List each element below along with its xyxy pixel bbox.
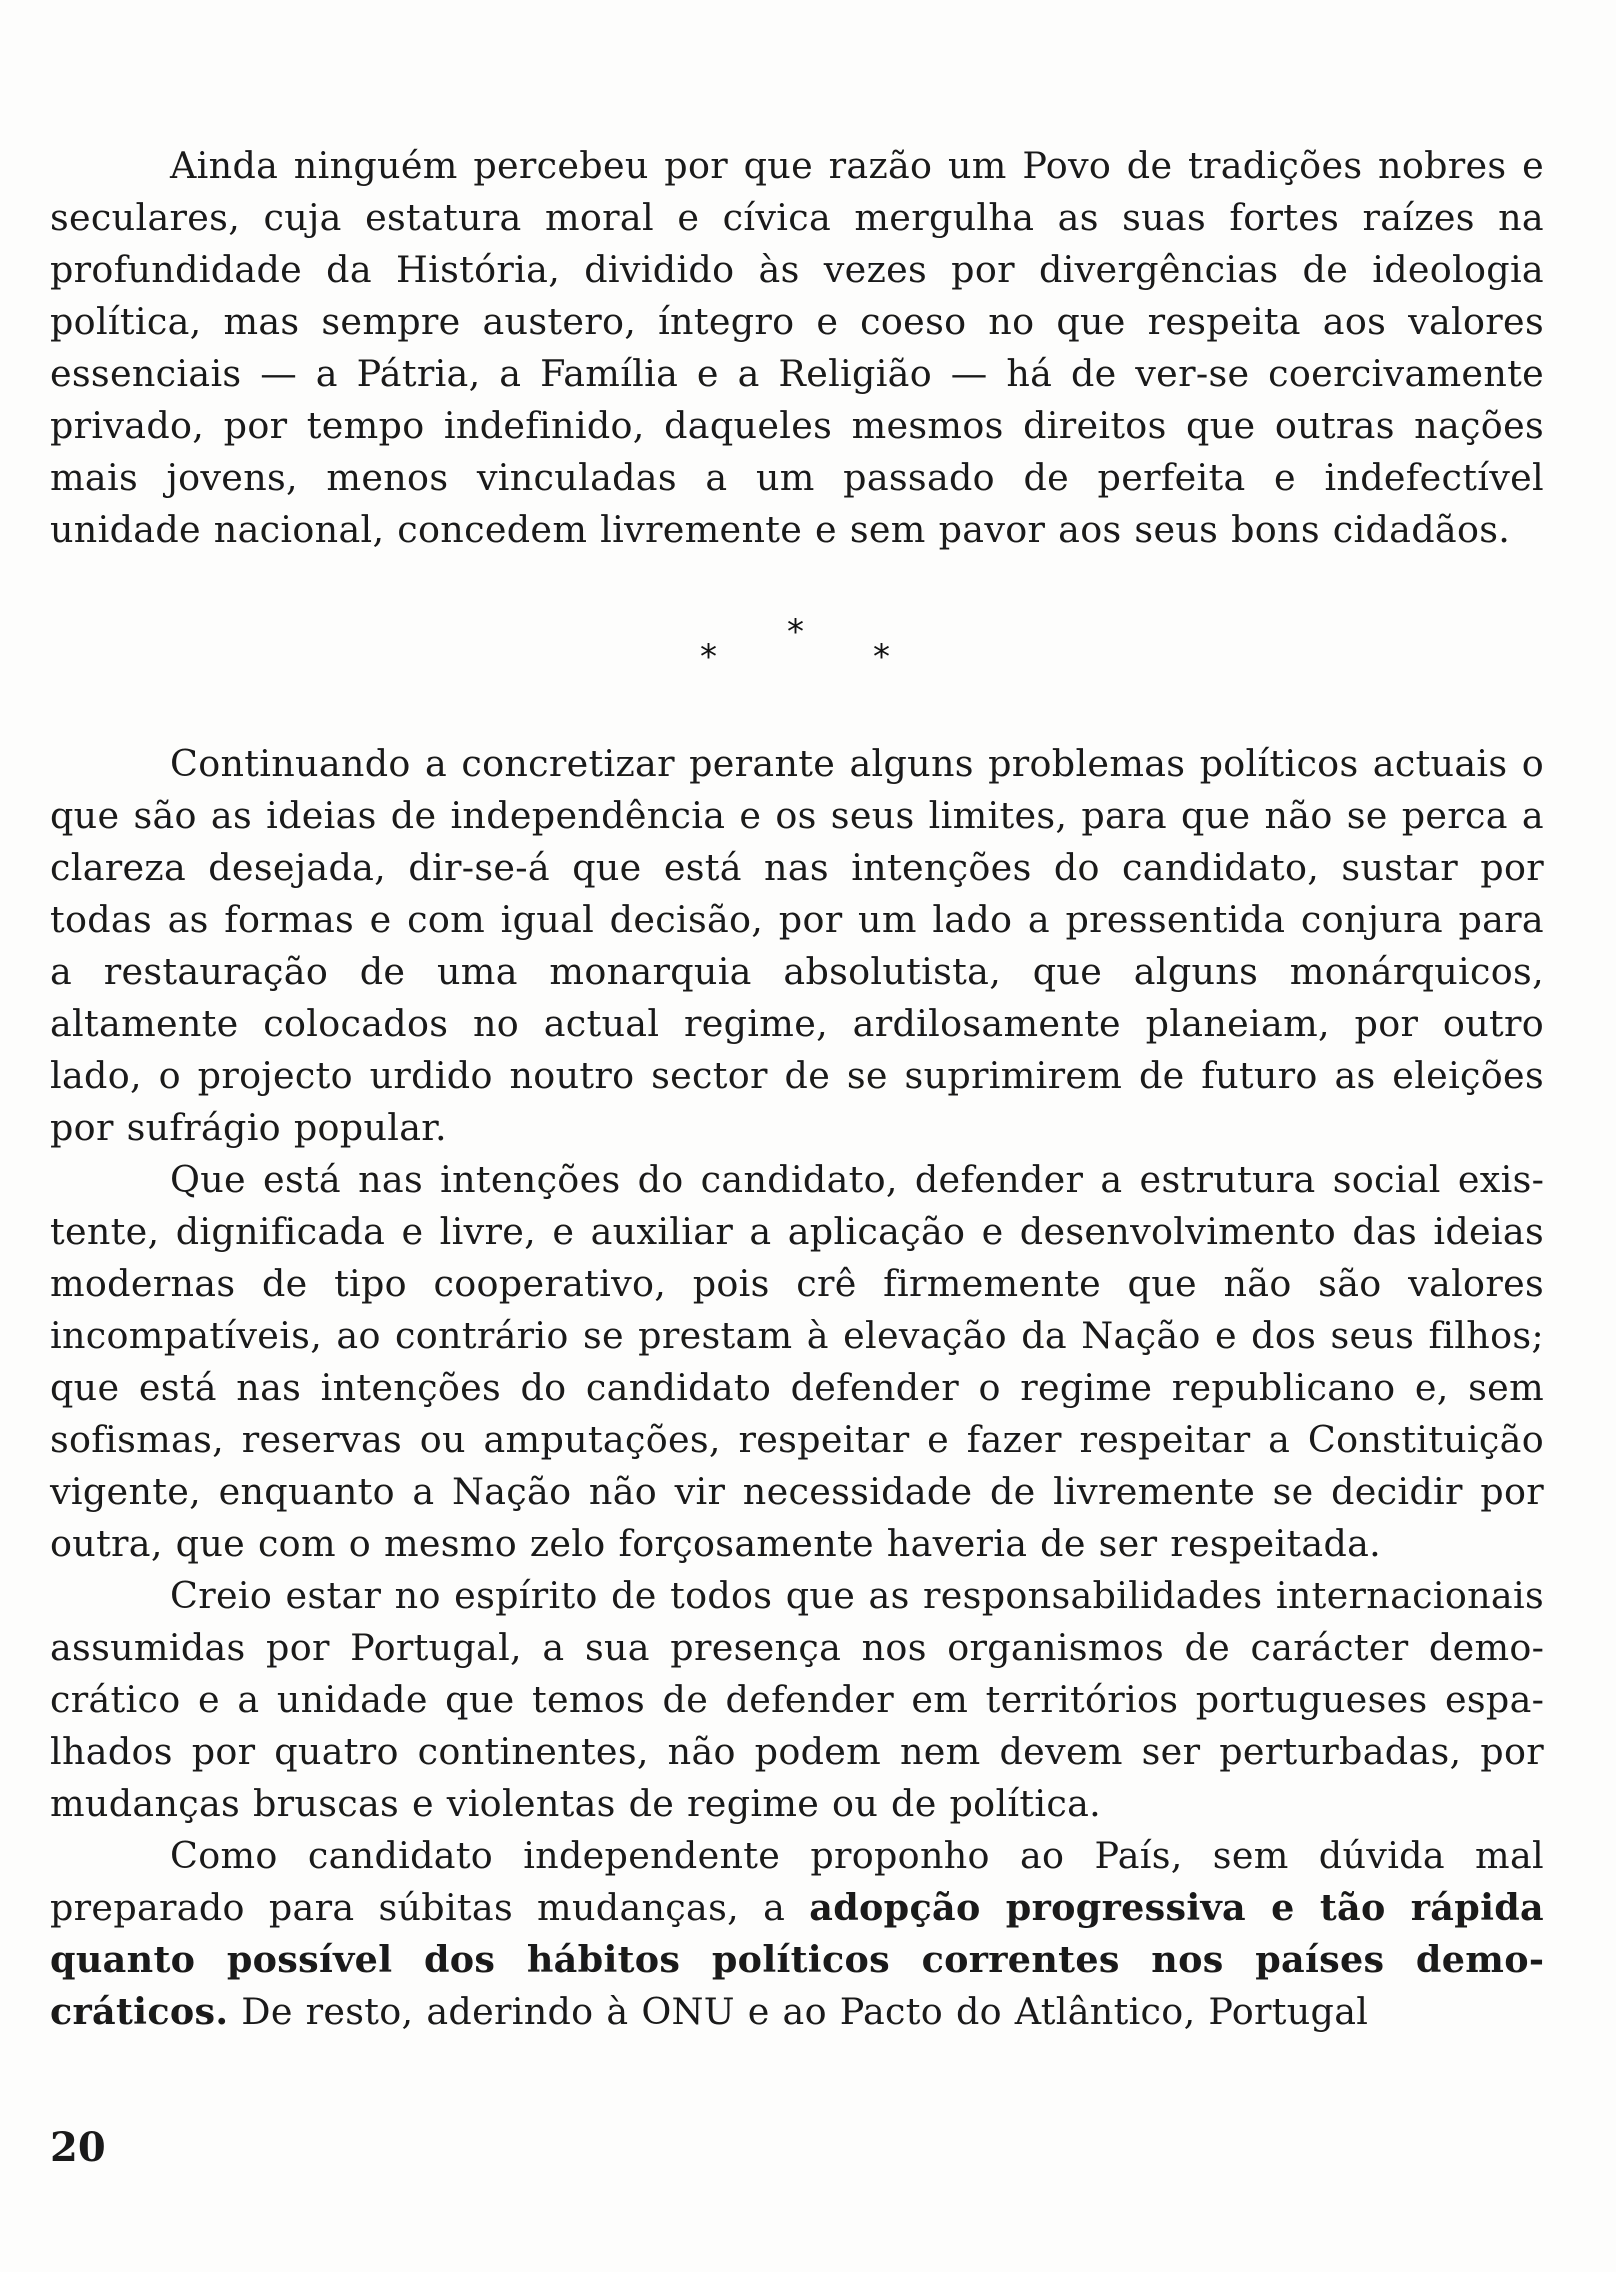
paragraph-5-end: De resto, aderindo à ONU e ao Pacto do Atlântico, Portugal: [228, 1990, 1369, 2033]
paragraph-1: Ainda ninguém percebeu por que razão um Povo de tradições nobres e seculares, cuja estatura moral e cívica mergulha as suas fortes raízes na profundidade da História, dividido às vezes por divergências de ideologia política, mas sempre austero, íntegro e coeso no que respeita aos valores essenciais — a Pátria, a Família e a Religião — há de ver-se coercivamente privado, por tempo indefinido, daqueles mesmos direitos que outras nações mais jovens, menos vinculadas a um passado de perfeita e indefectível unidade nacional, concedem livremente e sem pavor aos seus bons cidadãos.: [50, 144, 1544, 551]
paragraph-3: Que está nas intenções do candidato, defender a estrutura social existente, dignificada e livre, e auxiliar a aplicação e desenvolvimento das ideias modernas de tipo cooperativo, pois crê firmemente que não são valores incompatíveis, ao contrário se prestam à elevação da Nação e dos seus filhos; que está nas intenções do candidato defender o regime republicano e, sem sofismas, reservas ou amputações, respeitar e fazer respeitar a Constituição vigente, enquanto a Nação não vir necessidade de livremente se decidir por outra, que com o mesmo zelo forçosamente haveria de ser respeitada.: [50, 1158, 1544, 1565]
section-separator: [0, 612, 1616, 677]
text-block-lower: [50, 738, 1544, 2038]
text-block-upper: [50, 140, 1544, 556]
paragraph-5-emphasis: adopção progressiva e tão rápida quanto possível dos hábitos políticos correntes nos países democráticos.: [50, 1886, 1544, 2033]
paragraph-4: Creio estar no espírito de todos que as responsabilidades internacionais assumidas por Portugal, a sua presença nos organismos de carácter democrático e a unidade que temos de defender em territórios portugueses espalhados por quatro continentes, não podem nem devem ser perturbadas, por mudanças bruscas e violentas de regime ou de política.: [50, 1574, 1544, 1825]
paragraph-5-start: Como candidato independente proponho ao País, sem dúvida mal preparado para súbitas mudanças, a: [50, 1834, 1544, 1929]
paragraph-5: [50, 1830, 1544, 2038]
separator-star-left: *: [700, 637, 717, 677]
separator-star-right: *: [873, 637, 890, 677]
separator-star-top: *: [787, 612, 804, 652]
paragraph-2: Continuando a concretizar perante alguns problemas políticos actuais o que são as ideias de independência e os seus limites, para que não se perca a clareza desejada, dir-se-á que está nas intenções do candidato, sustar por todas as formas e com igual decisão, por um lado a pressentida conjura para a restauração de uma monarquia absolutista, que alguns monárquicos, altamente colocados no actual regime, ardilosamente planeiam, por outro lado, o projecto urdido noutro sector de se suprimirem de futuro as eleições por sufrágio popular.: [50, 742, 1544, 1149]
page-number: 20: [50, 2124, 106, 2171]
